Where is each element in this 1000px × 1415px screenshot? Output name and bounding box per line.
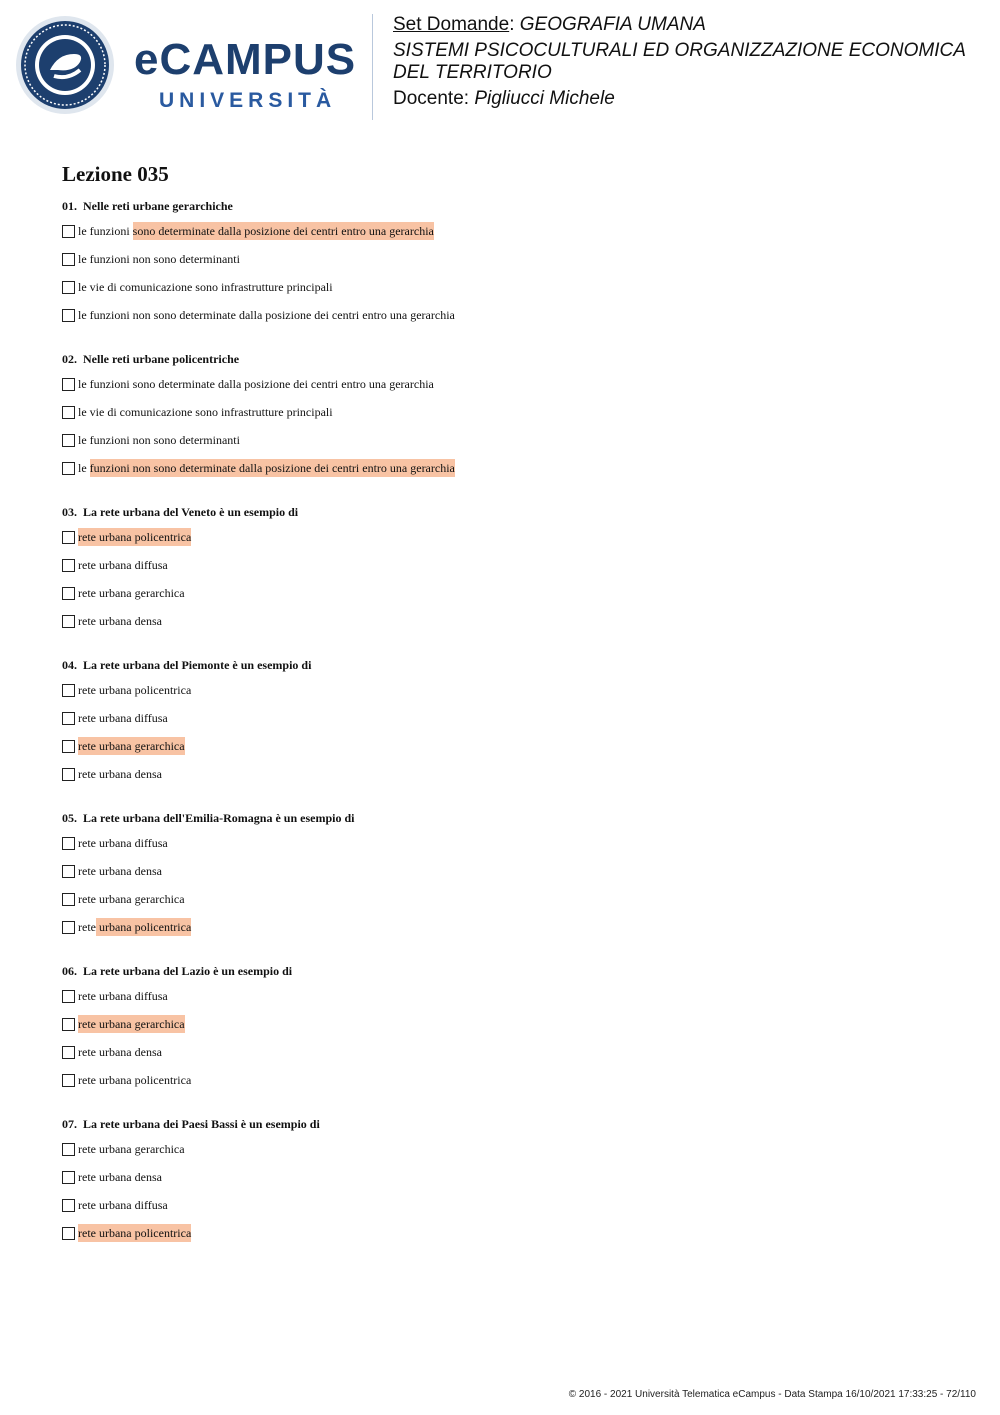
answer-text [78,920,191,935]
answer-text-highlighted: funzioni non sono determinate dalla posizione dei centri entro una gerarchia [89,460,455,475]
answer-option[interactable] [62,1038,962,1066]
answer-checkbox[interactable] [62,559,75,572]
answer-text [78,1142,185,1157]
answer-option[interactable] [62,1219,962,1247]
question-number: 03. [62,505,77,519]
answer-option[interactable] [62,579,962,607]
answer-checkbox[interactable] [62,1171,75,1184]
set-label: Set Domande [393,14,510,35]
answer-text [78,252,240,267]
university-seal-icon [14,14,116,116]
question-number: 07. [62,1117,77,1131]
answer-option[interactable] [62,607,962,635]
answer-checkbox[interactable] [62,1074,75,1087]
answer-text [78,586,185,601]
answer-option[interactable] [62,426,962,454]
answer-option[interactable] [62,273,962,301]
answer-text [78,1017,185,1032]
question-text: La rete urbana dell'Emilia-Romagna è un esempio di [83,811,355,825]
question-block [62,808,962,941]
answer-text [78,1073,191,1088]
answer-text-plain: le funzioni sono determinate dalla posizione dei centri entro una gerarchia [78,376,434,391]
answer-text-plain: rete urbana diffusa [78,988,168,1003]
answer-checkbox[interactable] [62,990,75,1003]
answer-checkbox[interactable] [62,378,75,391]
answer-text [78,530,191,545]
question-heading [62,1114,962,1134]
answer-checkbox[interactable] [62,462,75,475]
answer-text-plain: rete urbana diffusa [78,835,168,850]
answer-text [78,1170,162,1185]
answer-text [78,683,191,698]
answer-option[interactable] [62,551,962,579]
answer-checkbox[interactable] [62,587,75,600]
answer-text-plain: rete urbana policentrica [78,682,192,697]
question-heading [62,502,962,522]
answer-text-highlighted: rete urbana policentrica [78,1225,192,1240]
subject-name: GEOGRAFIA UMANA [519,14,706,35]
answer-text-plain: rete urbana policentrica [78,1072,192,1087]
set-line: Set Domande: GEOGRAFIA UMANA [393,14,706,35]
logo-wordmark: eCAMPUS [134,35,357,84]
answer-text-plain: rete urbana densa [78,613,162,628]
answer-checkbox[interactable] [62,434,75,447]
answer-option[interactable] [62,245,962,273]
answer-text [78,1045,162,1060]
answer-checkbox[interactable] [62,225,75,238]
page-footer: © 2016 - 2021 Università Telematica eCampus - Data Stampa 16/10/2021 17:33:25 - 72/110 [568,1389,976,1400]
answer-text [78,767,162,782]
question-text: La rete urbana del Piemonte è un esempio di [83,658,312,672]
answer-text-highlighted: rete urbana gerarchica [78,738,185,753]
answer-checkbox[interactable] [62,615,75,628]
answer-text [78,892,185,907]
answer-checkbox[interactable] [62,309,75,322]
answer-text [78,614,162,629]
question-block [62,961,962,1094]
question-heading [62,196,962,216]
page-header [0,0,1000,130]
question-number: 06. [62,964,77,978]
answer-text-highlighted: rete urbana policentrica [78,529,192,544]
answer-text [78,558,168,573]
answer-text [78,405,333,420]
question-number: 01. [62,199,77,213]
answer-option[interactable] [62,760,962,788]
header-info [393,14,993,110]
answer-checkbox[interactable] [62,253,75,266]
answer-checkbox[interactable] [62,768,75,781]
answer-text-highlighted: sono determinate dalla posizione dei centri entro una gerarchia [132,223,434,238]
docente-label: Docente: [393,88,470,109]
question-number: 02. [62,352,77,366]
answer-text-plain: rete urbana densa [78,863,162,878]
answer-option[interactable] [62,370,962,398]
question-block [62,1114,962,1247]
answer-text-plain: le [78,460,90,475]
answer-text-plain: rete urbana gerarchica [78,585,185,600]
answer-option[interactable] [62,885,962,913]
answer-text [78,1198,168,1213]
answer-text-plain: rete urbana densa [78,1169,162,1184]
question-text: La rete urbana del Lazio è un esempio di [83,964,293,978]
docente-name: Pigliucci Michele [474,88,615,109]
answer-text-highlighted: urbana policentrica [95,919,192,934]
answer-checkbox[interactable] [62,684,75,697]
answer-text [78,308,455,323]
answer-option[interactable] [62,676,962,704]
answer-checkbox[interactable] [62,1143,75,1156]
answer-text-plain: le vie di comunicazione sono infrastrutture principali [78,279,333,294]
logo-subtitle: UNIVERSITÀ [159,89,337,112]
question-text: La rete urbana dei Paesi Bassi è un esempio di [83,1117,320,1131]
answer-text-plain: rete urbana gerarchica [78,891,185,906]
answer-text [78,989,168,1004]
answer-text [78,864,162,879]
answer-checkbox[interactable] [62,837,75,850]
question-list [62,196,962,1267]
answer-text-plain: le vie di comunicazione sono infrastrutture principali [78,404,333,419]
question-text: La rete urbana del Veneto è un esempio di [83,505,299,519]
question-block [62,502,962,635]
question-text: Nelle reti urbane gerarchiche [83,199,233,213]
answer-checkbox[interactable] [62,921,75,934]
answer-option[interactable] [62,732,962,760]
answer-text [78,224,434,239]
answer-text-highlighted: rete urbana gerarchica [78,1016,185,1031]
question-number: 04. [62,658,77,672]
answer-option[interactable] [62,1010,962,1038]
answer-option[interactable] [62,1135,962,1163]
answer-option[interactable] [62,857,962,885]
answer-text-plain: rete urbana diffusa [78,710,168,725]
answer-checkbox[interactable] [62,893,75,906]
lesson-title: Lezione 035 [62,162,169,186]
ecampus-logo [14,14,357,118]
answer-text-plain: le funzioni non sono determinanti [78,251,240,266]
answer-text [78,711,168,726]
answer-checkbox[interactable] [62,531,75,544]
question-block [62,349,962,482]
answer-text [78,739,185,754]
answer-text [78,377,434,392]
question-heading [62,961,962,981]
question-heading [62,808,962,828]
question-heading [62,349,962,369]
answer-text-plain: rete urbana diffusa [78,1197,168,1212]
answer-checkbox[interactable] [62,865,75,878]
answer-text [78,433,240,448]
answer-text-plain: rete urbana densa [78,1044,162,1059]
course-title: SISTEMI PSICOCULTURALI ED ORGANIZZAZIONE ECONOMICA DEL TERRITORIO [393,40,966,83]
answer-checkbox[interactable] [62,1227,75,1240]
answer-text-plain: le funzioni non sono determinate dalla posizione dei centri entro una gerarchia [78,307,455,322]
answer-checkbox[interactable] [62,712,75,725]
answer-text-plain: rete [78,919,96,934]
answer-text-plain: rete urbana diffusa [78,557,168,572]
docente-line [393,88,993,110]
answer-text [78,836,168,851]
answer-text-plain: rete urbana gerarchica [78,1141,185,1156]
answer-option[interactable] [62,217,962,245]
answer-option[interactable] [62,454,962,482]
answer-text-plain: rete urbana densa [78,766,162,781]
answer-text-plain: le funzioni [78,223,133,238]
answer-option[interactable] [62,301,962,329]
answer-text [78,461,455,476]
answer-option[interactable] [62,982,962,1010]
answer-option[interactable] [62,523,962,551]
answer-checkbox[interactable] [62,281,75,294]
answer-checkbox[interactable] [62,1046,75,1059]
answer-option[interactable] [62,1066,962,1094]
answer-checkbox[interactable] [62,1199,75,1212]
question-block [62,655,962,788]
answer-option[interactable] [62,829,962,857]
answer-checkbox[interactable] [62,1018,75,1031]
answer-option[interactable] [62,1191,962,1219]
answer-text [78,1226,191,1241]
question-heading [62,655,962,675]
answer-checkbox[interactable] [62,740,75,753]
answer-text [78,280,333,295]
answer-option[interactable] [62,1163,962,1191]
question-number: 05. [62,811,77,825]
answer-option[interactable] [62,704,962,732]
question-block [62,196,962,329]
answer-option[interactable] [62,398,962,426]
answer-checkbox[interactable] [62,406,75,419]
answer-text-plain: le funzioni non sono determinanti [78,432,240,447]
answer-option[interactable] [62,913,962,941]
question-text: Nelle reti urbane policentriche [83,352,240,366]
header-divider [372,14,373,120]
